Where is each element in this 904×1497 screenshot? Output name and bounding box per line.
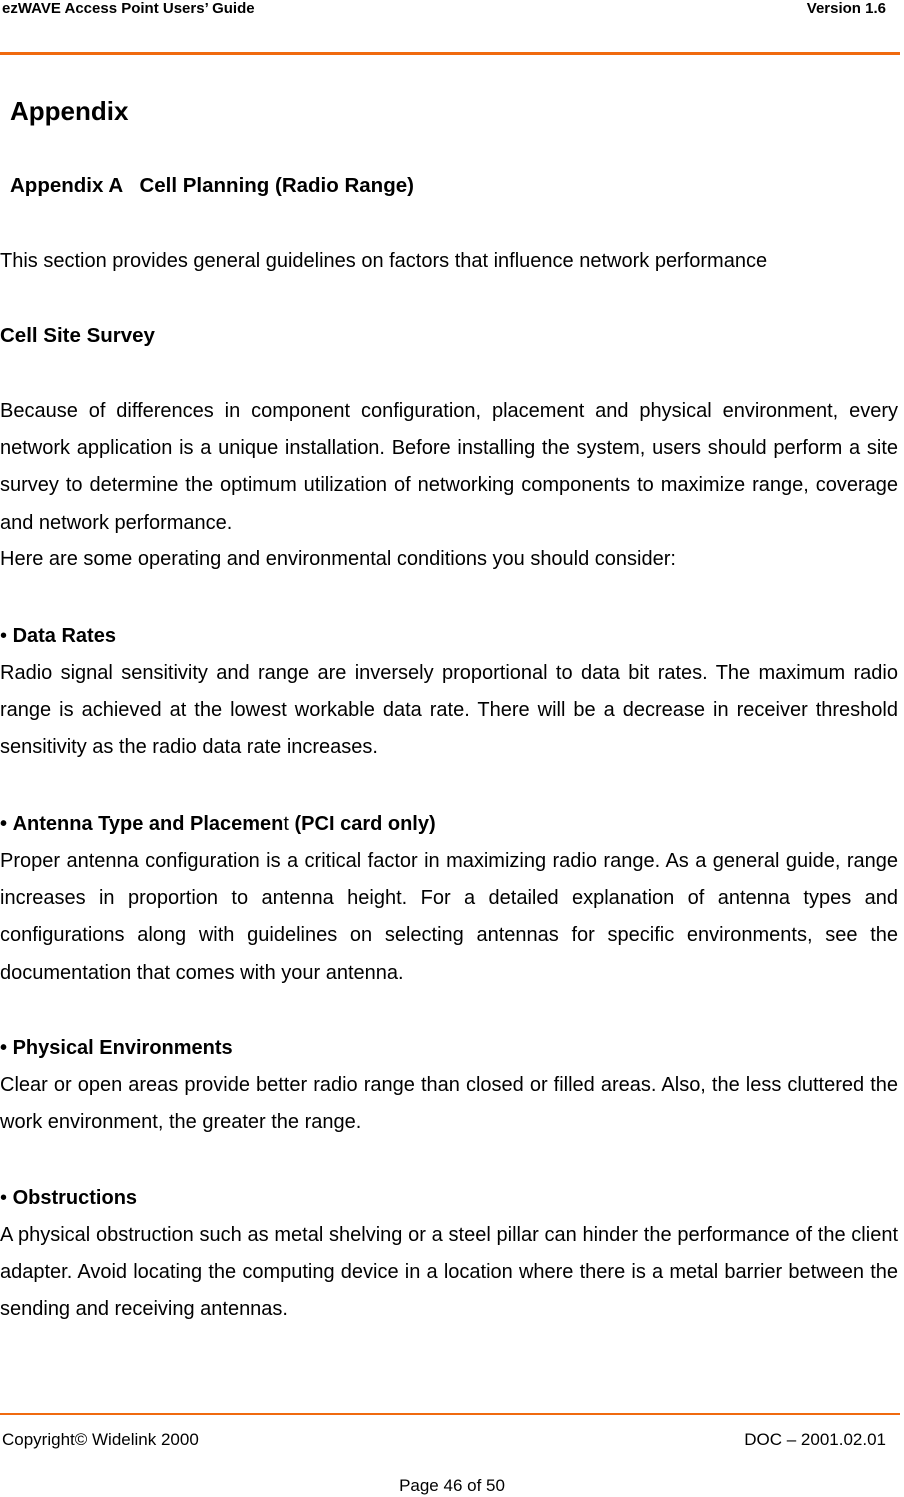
bullet-title-suffix: (PCI card only): [288, 813, 436, 835]
intro-text: This section provides general guidelines on factors that influence network performance: [0, 250, 768, 272]
bullet-title-tail: t: [283, 813, 289, 835]
bullet-icon: •: [0, 813, 8, 835]
bullet-title-obstructions: [0, 1185, 137, 1211]
header-divider: [0, 52, 900, 55]
document-title: ezWAVE Access Point Users’ Guide: [2, 0, 255, 17]
section-title: Cell Site Survey: [0, 324, 155, 347]
footer-divider: [0, 1413, 900, 1415]
conditions-intro: Here are some operating and environmental conditions you should consider:: [0, 548, 676, 570]
copyright-text: Copyright© Widelink 2000: [2, 1430, 199, 1449]
bullet-title-data-rates: [0, 623, 116, 649]
appendix-subheading: Appendix A Cell Planning (Radio Range): [10, 174, 414, 197]
bullet-title-antenna: [0, 811, 436, 837]
document-id: DOC – 2001.02.01: [744, 1430, 886, 1449]
bullet-title-text: Data Rates: [12, 625, 116, 647]
physical-text: Clear or open areas provide better radio range than closed or filled areas. Also, the less cluttered the work environment, the greater the range.: [0, 1074, 898, 1134]
antenna-text: Proper antenna configuration is a critical factor in maximizing radio range. As a general guide, range increases in proportion to antenna height. For a detailed explanation of antenna types and configurations along with guidelines on selecting antennas for specific environments, see the documentation that comes with your antenna.: [0, 850, 898, 984]
page-heading: Appendix: [10, 96, 129, 126]
survey-paragraph: Because of differences in component configuration, placement and physical environment, every network application is a unique installation. Before installing the system, users should perform a site survey to determine the optimum utilization of networking components to maximize range, coverage and network performance.: [0, 400, 898, 534]
page-number: Page 46 of 50: [399, 1476, 505, 1495]
bullet-icon: •: [0, 625, 8, 647]
bullet-title-text: Physical Environments: [12, 1037, 233, 1059]
bullet-title-text: Obstructions: [12, 1187, 138, 1209]
bullet-title-text: Antenna Type and Placemen: [12, 813, 284, 835]
bullet-icon: •: [0, 1187, 8, 1209]
obstructions-text: A physical obstruction such as metal shelving or a steel pillar can hinder the performance of the client adapter. Avoid locating the computing device in a location where there is a metal barrier between the sending and receiving antennas.: [0, 1224, 898, 1321]
document-version: Version 1.6: [806, 0, 886, 17]
bullet-title-physical: [0, 1035, 233, 1061]
bullet-icon: •: [0, 1037, 8, 1059]
data-rates-text: Radio signal sensitivity and range are inversely proportional to data bit rates. The maximum radio range is achieved at the lowest workable data rate. There will be a decrease in receiver threshold sensitivity as the radio data rate increases.: [0, 662, 898, 759]
